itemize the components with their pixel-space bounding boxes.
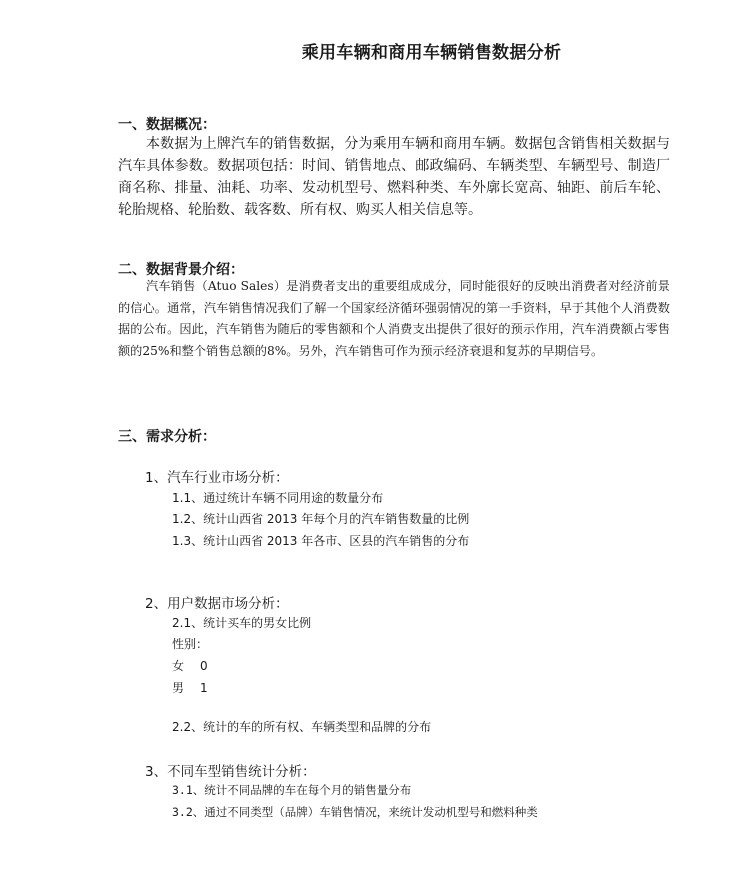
subsection-user-analysis: 2、用户数据市场分析： bbox=[145, 596, 289, 612]
subsection-model-sales: 3、不同车型销售统计分析： bbox=[145, 764, 316, 780]
section-heading-overview: 一、数据概况： bbox=[118, 117, 216, 133]
document-title: 乘用车辆和商用车辆销售数据分析 bbox=[301, 43, 562, 63]
list-item: 3.2、通过不同类型（品牌）车销售情况，来统计发动机型号和燃料种类 bbox=[172, 805, 538, 819]
list-item: 1.3、统计山西省 2013 年各市、区县的汽车销售的分布 bbox=[172, 534, 470, 548]
gender-row-male bbox=[172, 679, 208, 696]
section-heading-background: 二、数据背景介绍： bbox=[118, 262, 244, 278]
gender-code: 0 bbox=[200, 659, 208, 673]
list-item: 2.1、统计买车的男女比例 bbox=[172, 616, 312, 630]
gender-code: 1 bbox=[200, 681, 208, 695]
gender-row-female bbox=[172, 657, 208, 674]
list-item: 1.1、通过统计车辆不同用途的数量分布 bbox=[172, 491, 384, 505]
list-item: 3.1、统计不同品牌的车在每个月的销售量分布 bbox=[172, 783, 412, 797]
gender-label: 性别： bbox=[172, 637, 209, 651]
list-item: 1.2、统计山西省 2013 年每个月的汽车销售数量的比例 bbox=[172, 512, 470, 526]
gender-name: 女 bbox=[172, 659, 185, 673]
background-paragraph: 汽车销售（Atuo Sales）是消费者支出的重要组成成分，同时能很好的反映出消费者对经济前景的信心。通常，汽车销售情况我们了解一个国家经济循环强弱情况的第一手资料，早于其他个人消费数据的公布。因此，汽车销售为随后的零售额和个人消费支出提供了很好的预示作用，汽车消费额占零售额的25%和整个销售总额的8%。另外，汽车销售可作为预示经济衰退和复苏的早期信号。 bbox=[118, 279, 670, 358]
list-item: 2.2、统计的车的所有权、车辆类型和品牌的分布 bbox=[172, 720, 432, 734]
section-heading-requirements: 三、需求分析： bbox=[118, 429, 216, 445]
subsection-market-analysis: 1、汽车行业市场分析： bbox=[145, 470, 289, 486]
gender-name: 男 bbox=[172, 681, 185, 695]
overview-paragraph: 本数据为上牌汽车的销售数据，分为乘用车辆和商用车辆。数据包含销售相关数据与汽车具体参数。数据项包括：时间、销售地点、邮政编码、车辆类型、车辆型号、制造厂商名称、排量、油耗、功率、发动机型号、燃料种类、车外廓长宽高、轴距、前后车轮、轮胎规格、轮胎数、载客数、所有权、购买人相关信息等。 bbox=[118, 136, 670, 218]
